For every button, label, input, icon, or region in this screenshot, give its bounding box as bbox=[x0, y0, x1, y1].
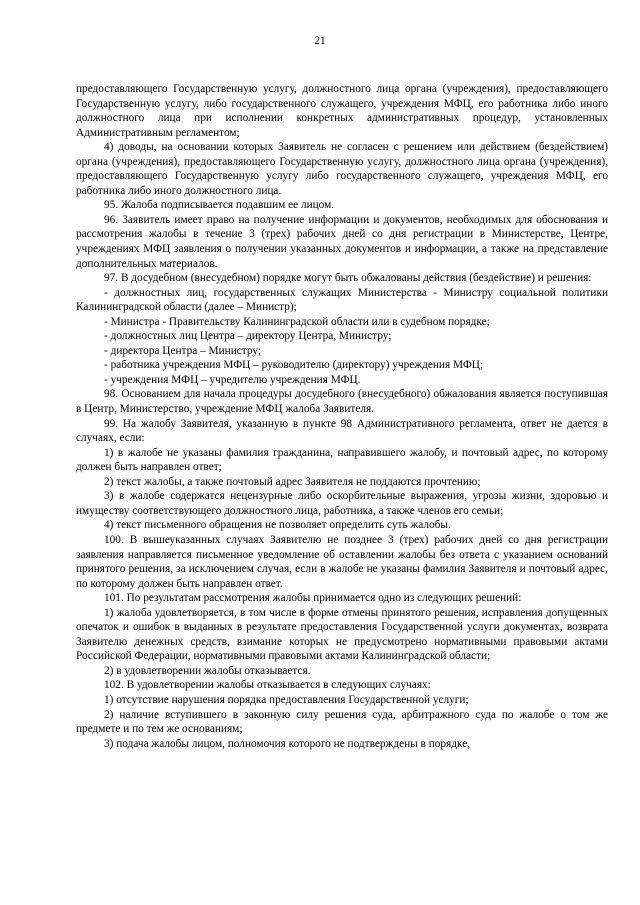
paragraph: 4) текст письменного обращения не позволяет определить суть жалобы. bbox=[104, 519, 451, 532]
paragraph: 1) в жалобе не указаны фамилия гражданина, направившего жалобу, и почтовый адрес, по которому должен быть направлен ответ; bbox=[76, 446, 608, 474]
paragraph: 101. По результатам рассмотрения жалобы принимается одно из следующих решений: bbox=[104, 592, 522, 605]
paragraph: 95. Жалоба подписывается подавшим ее лицом. bbox=[104, 199, 335, 212]
paragraph: - директора Центра – Министру; bbox=[104, 344, 261, 357]
paragraph: 2) текст жалобы, а также почтовый адрес Заявителя не поддаются прочтению; bbox=[104, 475, 481, 488]
paragraph: - должностных лиц Центра – директору Центра, Министру; bbox=[104, 330, 392, 343]
paragraph: 96. Заявитель имеет право на получение информации и документов, необходимых для обоснования и рассмотрения жалобы в течение 3 (трех) рабочих дней со дня регистрации в Министерстве, Центре, учреждениях МФЦ заявления о получении указанных документов и информации, а также на представление дополнительных материалов. bbox=[76, 213, 608, 270]
paragraph: 98. Основанием для начала процедуры досудебного (внесудебного) обжалования является поступившая в Центр, Министерство, учреждение МФЦ жалоба Заявителя. bbox=[76, 388, 608, 416]
paragraph: 4) доводы, на основании которых Заявитель не согласен с решением или действием (бездействием) органа (учреждения), предоставляющего Государственную услугу, должностного лица органа (учреждения), предоставляющего Государственную услугу либо государственного служащего, учреждения МФЦ, его работника либо иного должностного лица. bbox=[76, 141, 608, 197]
paragraph: 99. На жалобу Заявителя, указанную в пункте 98 Административного регламента, ответ не дается в случаях, если: bbox=[76, 417, 608, 445]
paragraph: 102. В удовлетворении жалобы отказывается в следующих случаях: bbox=[104, 679, 431, 692]
paragraph: 97. В досудебном (внесудебном) порядке могут быть обжалованы действия (бездействие) и решения: bbox=[104, 272, 592, 285]
paragraph: 100. В вышеуказанных случаях Заявителю не позднее 3 (трех) рабочих дней со дня регистрации заявления направляется письменное уведомление об оставлении жалобы без ответа с указанием оснований принятого решения, за исключением случая, если в жалобе не указаны фамилия Заявителя и почтовый адрес, по которому должен быть направлен ответ. bbox=[76, 533, 608, 590]
paragraph: - Министра - Правительству Калининградской области или в судебном порядке; bbox=[104, 315, 490, 328]
paragraph: 3) подача жалобы лицом, полномочия которого не подтверждены в порядке, bbox=[104, 737, 471, 750]
paragraph: 1) жалоба удовлетворяется, в том числе в форме отмены принятого решения, исправления допущенных опечаток и ошибок в выданных в результате предоставления Государственной услуги документах, возврата Заявителю денежных средств, взимание которых не предусмотрено нормативными правовыми актами Российской Федерации, нормативными правовыми актами Калининградской области; bbox=[76, 606, 608, 663]
paragraph: 2) в удовлетворении жалобы отказывается. bbox=[104, 664, 311, 677]
paragraph: - должностных лиц, государственных служащих Министерства - Министру социальной политики Калининградской области (далее – Министр); bbox=[76, 286, 608, 314]
paragraph: 2) наличие вступившего в законную силу решения суда, арбитражного суда по жалобе о том же предмете и по тем же основаниям; bbox=[76, 708, 608, 736]
page-number: 21 bbox=[314, 35, 326, 47]
paragraph: - учреждения МФЦ – учредителю учреждения МФЦ. bbox=[104, 373, 361, 386]
paragraph: - работника учреждения МФЦ – руководителю (директору) учреждения МФЦ; bbox=[104, 359, 484, 372]
paragraph: предоставляющего Государственную услугу, должностного лица органа (учреждения), предоставляющего Государственную услугу, либо государственного служащего, учреждения МФЦ, его работника либо иного должностного лица при исполнении конкретных административных процедур, установленных Административным регламентом; bbox=[76, 83, 608, 139]
paragraph: 3) в жалобе содержатся нецензурные либо оскорбительные выражения, угрозы жизни, здоровью и имуществу соответствующего должностного лица, работника, а также членов его семьи; bbox=[76, 490, 608, 517]
paragraph: 1) отсутствие нарушения порядка предоставления Государственной услуги; bbox=[104, 693, 469, 706]
document-body bbox=[76, 82, 608, 751]
